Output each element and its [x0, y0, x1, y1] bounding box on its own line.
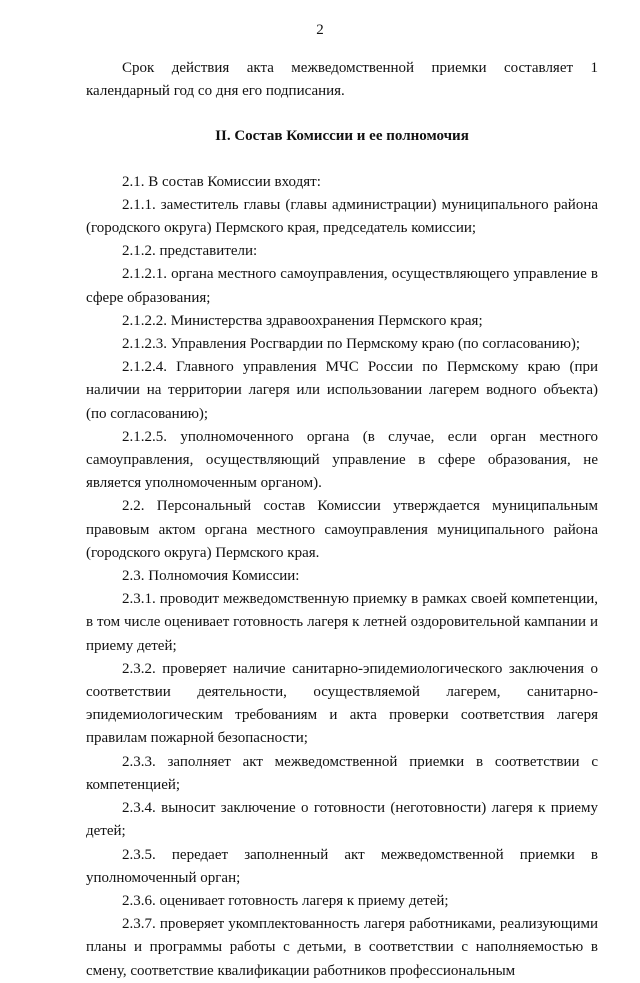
document-body — [86, 57, 598, 983]
paragraph-2-3-7: 2.3.7. проверяет укомплектованность лагеря работниками, реализующими планы и программы работы с детьми, в соответствии с наполняемостью в смену, соответствие квалификации работников профессиональным — [86, 916, 598, 979]
paragraph-2-3-1: 2.3.1. проводит межведомственную приемку в рамках своей компетенции, в том числе оценивает готовность лагеря к летней оздоровительной кампании и приему детей; — [86, 591, 598, 654]
paragraph-2-2: 2.2. Персональный состав Комиссии утверждается муниципальным правовым актом органа местного самоуправления муниципального района (городского округа) Пермского края. — [86, 498, 598, 561]
paragraph-2-3-4: 2.3.4. выносит заключение о готовности (неготовности) лагеря к приему детей; — [86, 800, 598, 840]
paragraph-2-1-2-2: 2.1.2.2. Министерства здравоохранения Пермского края; — [122, 312, 483, 329]
paragraph-2-3: 2.3. Полномочия Комиссии: — [122, 568, 300, 585]
paragraph-2-1-2-4: 2.1.2.4. Главного управления МЧС России по Пермскому краю (при наличии на территории лагеря или использовании лагерем водного объекта) (по согласованию); — [86, 359, 598, 422]
section-heading: II. Состав Комиссии и ее полномочия — [215, 128, 469, 145]
intro-paragraph: Срок действия акта межведомственной приемки составляет 1 календарный год со дня его подписания. — [86, 60, 598, 100]
paragraph-2-1-2-5: 2.1.2.5. уполномоченного органа (в случае, если орган местного самоуправления, осуществляющий управление в сфере образования, не является уполномоченным органом). — [86, 428, 598, 492]
paragraph-2-3-2: 2.3.2. проверяет наличие санитарно-эпидемиологического заключения о соответствии деятельности, осуществляемой лагерем, санитарно-эпидемиологическим требованиям и акта проверки соответствия лагеря правилам пожарной безопасности; — [86, 660, 598, 747]
paragraph-2-3-3: 2.3.3. заполняет акт межведомственной приемки в соответствии с компетенцией; — [86, 753, 598, 793]
paragraph-2-1-2-3: 2.1.2.3. Управления Росгвардии по Пермскому краю (по согласованию); — [122, 336, 581, 353]
paragraph-2-3-6: 2.3.6. оценивает готовность лагеря к приему детей; — [122, 892, 449, 909]
paragraph-2-1-2-1: 2.1.2.1. органа местного самоуправления, осуществляющего управление в сфере образования; — [86, 266, 598, 306]
paragraph-2-1-2: 2.1.2. представители: — [122, 243, 258, 260]
paragraph-2-1: 2.1. В состав Комиссии входят: — [122, 173, 321, 190]
paragraph-2-1-1: 2.1.1. заместитель главы (главы администрации) муниципального района (городского округа) Пермского края, председатель комиссии; — [86, 196, 598, 237]
page-number: 2 — [316, 22, 324, 38]
paragraph-2-3-5: 2.3.5. передает заполненный акт межведомственной приемки в уполномоченный орган; — [86, 846, 598, 886]
